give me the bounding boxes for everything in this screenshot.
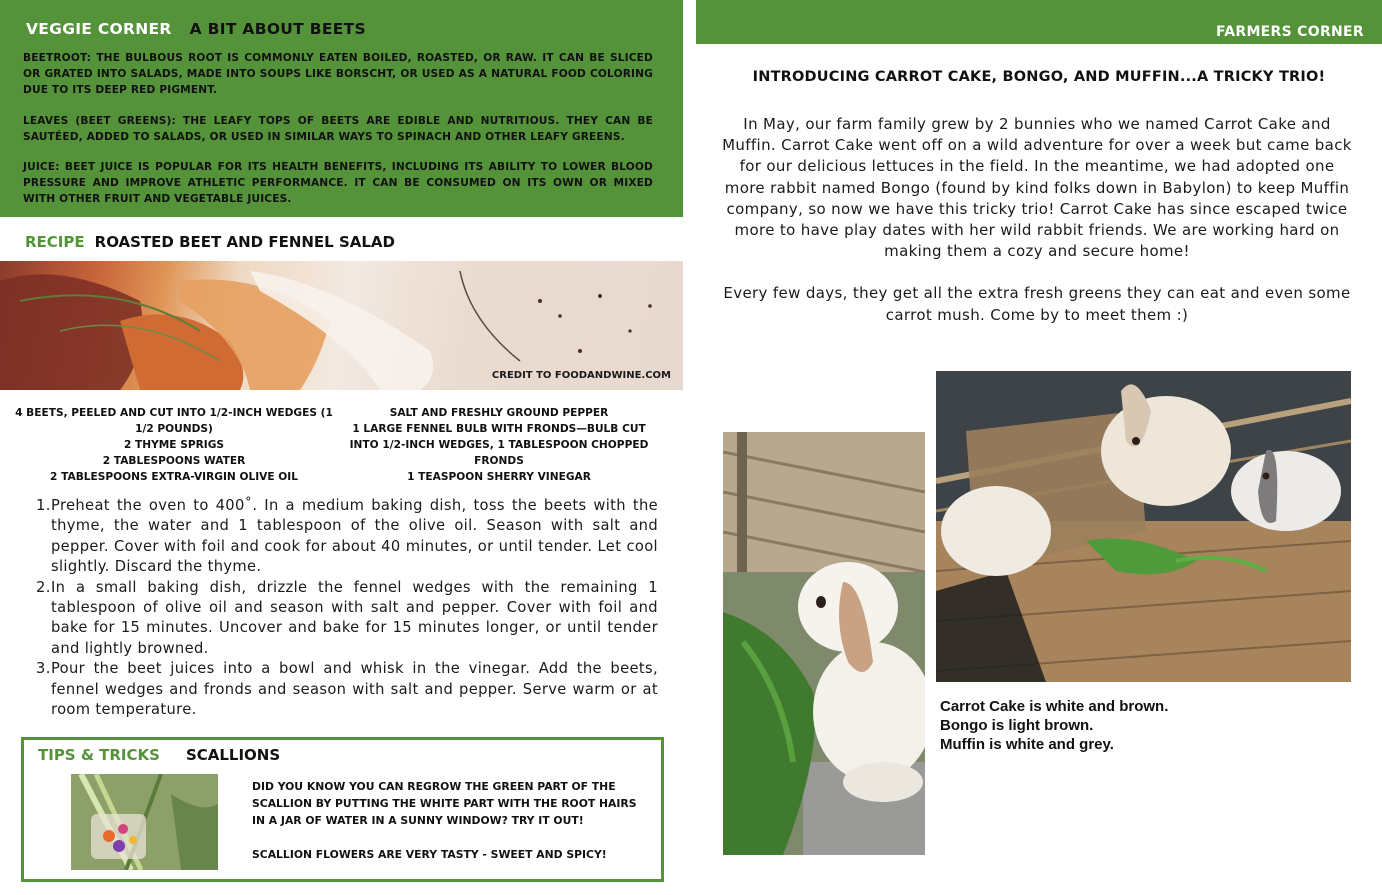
veggie-corner-header (26, 20, 366, 38)
tips-label: TIPS & TRICKS (38, 746, 160, 764)
veggie-corner-subtitle: A BIT ABOUT BEETS (189, 20, 366, 38)
veggie-corner-section (0, 0, 683, 217)
scallion-photo (71, 774, 218, 870)
bunny-captions (940, 697, 1168, 754)
caption-line: Muffin is white and grey. (940, 736, 1114, 753)
ingredient-item: 2 TABLESPOONS WATER (102, 455, 246, 467)
recipe-steps (36, 496, 658, 720)
photo-credit: CREDIT TO FOODANDWINE.COM (491, 370, 671, 381)
step-number: 1. (36, 497, 51, 514)
tips-and-tricks-box (21, 737, 664, 882)
bunny-photo-portrait (723, 432, 925, 855)
story-paragraph: In May, our farm family grew by 2 bunnies who we named Carrot Cake and Muffin. Carrot Cake went off on a wild adventure for over a week but came back for our delicious lettuces in the field. In the meantime, we had adopted one more rabbit named Bongo (found by kind folks down in Babylon) to keep Muffin company, so now we have this tricky trio! Carrot Cake has since escaped twice more to have play dates with her wild rabbit friends. We are working hard on making them a cozy and secure home! (722, 115, 1352, 261)
story-paragraph: Every few days, they get all the extra fresh greens they can eat and even some carrot mush. Come by to meet them :) (723, 284, 1351, 324)
three-bunnies-illustration (936, 371, 1351, 682)
caption-line: Carrot Cake is white and brown. (940, 698, 1169, 715)
beetroot-paragraph: BEETROOT: THE BULBOUS ROOT IS COMMONLY EATEN BOILED, ROASTED, OR RAW. IT CAN BE SLICED OR GRATED INTO SALADS, MADE INTO SOUPS LIKE BORSCHT, OR USED AS A NATURAL FOOD COLORING DUE TO ITS DEEP RED PIGMENT. (23, 52, 653, 96)
step-number: 3. (36, 660, 51, 678)
ingredients-right-column (348, 405, 650, 485)
scallion-illustration (71, 774, 218, 870)
recipe-step (36, 659, 658, 720)
recipe-label: RECIPE (25, 233, 85, 251)
beet-juice-paragraph: JUICE: BEET JUICE IS POPULAR FOR ITS HEALTH BENEFITS, INCLUDING ITS ABILITY TO LOWER BLOOD PRESSURE AND IMPROVE ATHLETIC PERFORMANCE. IT CAN BE CONSUMED ON ITS OWN OR MIXED WITH OTHER FRUIT AND VEGETABLE JUICES. (23, 161, 653, 205)
tips-header (38, 746, 280, 764)
tips-paragraph: SCALLION FLOWERS ARE VERY TASTY - SWEET AND SPICY! (252, 848, 607, 861)
ingredient-item: 2 TABLESPOONS EXTRA-VIRGIN OLIVE OIL (50, 471, 298, 483)
step-text: Pour the beet juices into a bowl and whisk in the vinegar. Add the beets, fennel wedges and fronds and season with salt and pepper. Serve warm or at room temperature. (51, 660, 658, 719)
recipe-step (36, 578, 658, 660)
recipe-title: ROASTED BEET AND FENNEL SALAD (94, 233, 395, 251)
caption-line: Bongo is light brown. (940, 717, 1094, 734)
tips-title: SCALLIONS (185, 746, 281, 764)
beet-greens-paragraph: LEAVES (BEET GREENS): THE LEAFY TOPS OF BEETS ARE EDIBLE AND NUTRITIOUS. THEY CAN BE SAUTÉED, ADDED TO SALADS, OR USED IN SIMILAR WAYS TO SPINACH AND OTHER LEAFY GREENS. (23, 115, 653, 143)
ingredient-item: 2 THYME SPRIGS (123, 439, 225, 451)
farmers-corner-label: FARMERS CORNER (1215, 24, 1364, 40)
tips-paragraph: DID YOU KNOW YOU CAN REGROW THE GREEN PART OF THE SCALLION BY PUTTING THE WHITE PART WITH THE ROOT HAIRS IN A JAR OF WATER IN A SUNNY WINDOW? TRY IT OUT! (252, 780, 637, 827)
farmers-corner-bar (696, 0, 1382, 44)
ingredient-item: SALT AND FRESHLY GROUND PEPPER (389, 407, 609, 419)
ingredient-item: 1 TEASPOON SHERRY VINEGAR (407, 471, 591, 483)
farmers-corner-title: INTRODUCING CARROT CAKE, BONGO, AND MUFFIN...A TRICKY TRIO! (752, 69, 1326, 85)
step-number: 2. (36, 578, 51, 596)
ingredient-item: 4 BEETS, PEELED AND CUT INTO 1/2-INCH WEDGES (1 1/2 POUNDS) (15, 407, 333, 435)
step-text: In a small baking dish, drizzle the fennel wedges with the remaining 1 tablespoon of olive oil and season with salt and pepper. Cover with foil and bake for 15 minutes. Uncover and bake for 15 minutes longer, or until tender and lightly browned. (51, 578, 658, 657)
roasted-beet-photo (0, 261, 683, 390)
step-text: Preheat the oven to 400˚. In a medium baking dish, toss the beets with the thyme, the water and 1 tablespoon of the olive oil. Season with salt and pepper. Cover with foil and cook for about 40 minutes, or until tender. Let cool slightly. Discard the thyme. (51, 497, 658, 576)
tips-body (252, 778, 652, 863)
ingredients-left-column (4, 405, 344, 485)
bunny-eating-greens-illustration (723, 432, 925, 855)
veggie-corner-label: VEGGIE CORNER (26, 20, 172, 38)
ingredient-item: 1 LARGE FENNEL BULB WITH FRONDS—BULB CUT INTO 1/2-INCH WEDGES, 1 TABLESPOON CHOPPED FRONDS (349, 423, 649, 467)
recipe-step (36, 496, 658, 578)
recipe-header (25, 233, 395, 251)
bunny-photo-trio (936, 371, 1351, 682)
bunny-story (718, 114, 1356, 326)
